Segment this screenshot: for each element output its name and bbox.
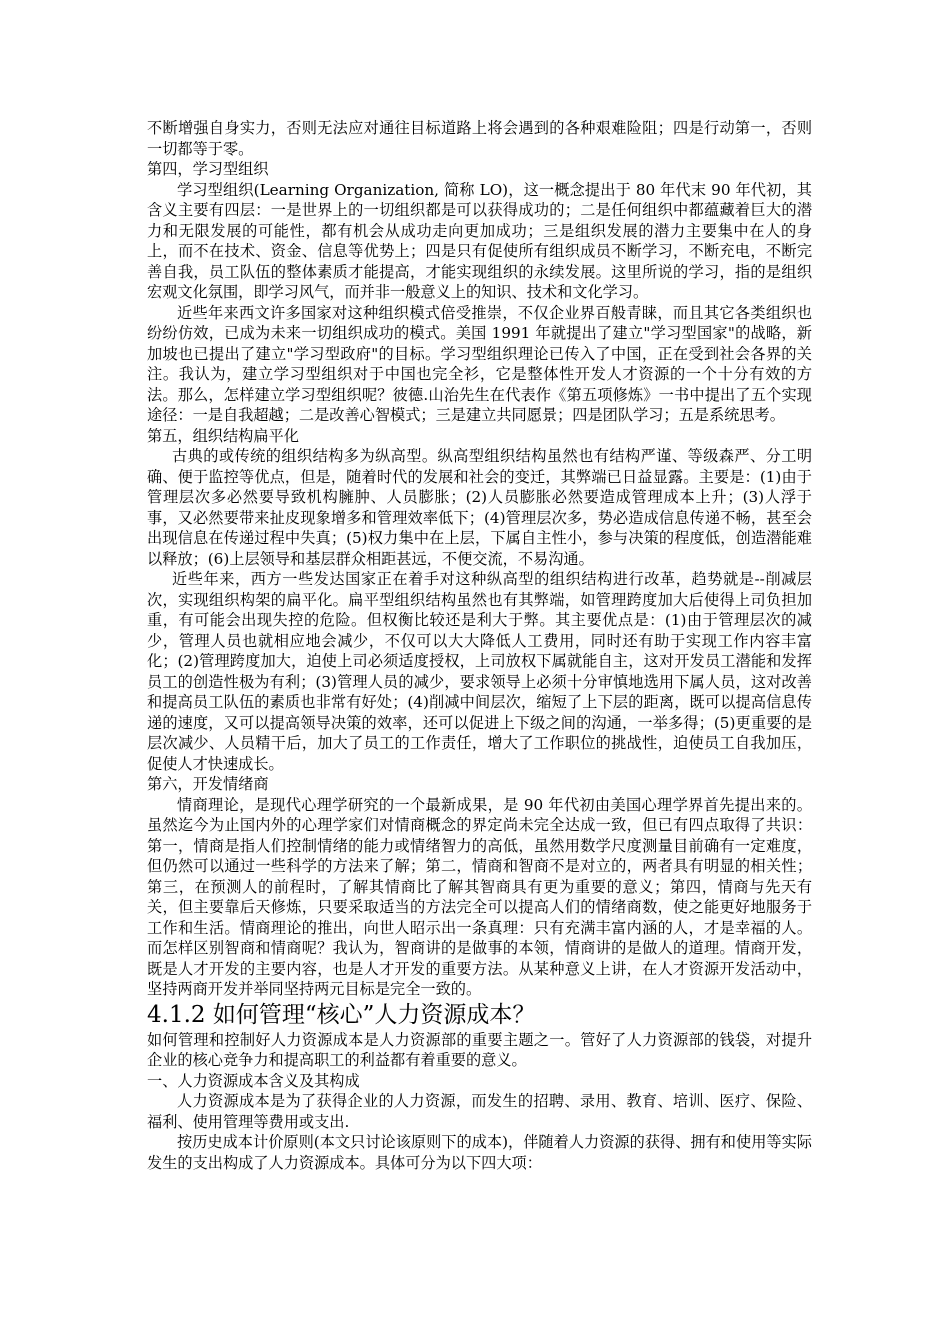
paragraph-historical-cost: 按历史成本计价原则(本文只讨论该原则下的成本)，伴随着人力资源的获得、拥有和使用等实际发生的支出构成了人力资源成本。具体可分为以下四大项： [147,1133,812,1172]
paragraph-emotional-quotient: 情商理论，是现代心理学研究的一个最新成果，是 90 年代初由美国心理学界首先提出来的。虽然迄今为止国内外的心理学家们对情商概念的界定尚未完全达成一致，但已有四点取得了共识：第一，情商是指人们控制情绪的能力或情绪智力的高低，虽然用数学尺度测量目前确有一定难度，但仍然可以通过一些科学的方法来了解；第二，情商和智商不是对立的，两者具有明显的相关性；第三，在预测人的前程时，了解其情商比了解其智商具有更为重要的意义；第四，情商与先天有关，但主要靠后天修炼，只要采取适当的方法完全可以提高人们的情绪商数，使之能更好地服务于工作和生活。情商理论的推出，向世人昭示出一条真理：只有充满丰富内涵的人，才是幸福的人。而怎样区别智商和情商呢？我认为，智商讲的是做事的本领，情商讲的是做人的道理。情商开发，既是人才开发的主要内容，也是人才开发的重要方法。从某种意义上讲，在人才资源开发活动中，坚持两商开发并举同坚持两元目标是完全一致的。 [147,795,812,998]
paragraph-flattening-reform: 近些年来，西方一些发达国家正在着手对这种纵高型的组织结构进行改革，趋势就是--削减层次，实现组织构架的扁平化。扁平型组织结构虽然也有其弊端，如管理跨度加大后使得上司负担加重，有可能会出现失控的危险。但权衡比较还是利大于弊。其主要优点是：(1)由于管理层次的减少，管理人员也就相应地会减少，不仅可以大大降低人工费用，同时还有助于实现工作内容丰富化；(2)管理跨度加大，迫使上司必须适度授权，上司放权下属就能自主，这对开发员工潜能和发挥员工的创造性极为有利；(3)管理人员的减少，要求领导上必须十分审慎地选用下属人员，这对改善和提高员工队伍的素质也非常有好处；(4)削减中间层次，缩短了上下层的距离，既可以提高信息传递的速度，又可以提高领导决策的效率，还可以促进上下级之间的沟通，一举多得；(5)更重要的是层次减少、人员精干后，加大了员工的工作责任，增大了工作职位的挑战性，迫使员工自我加压，促使人才快速成长。 [147,570,812,773]
paragraph-learning-organization: 学习型组织(Learning Organization, 简称 LO)，这一概念提出于 80 年代末 90 年代初，其含义主要有四层：一是世界上的一切组织都是可以获得成功的；二是任何组织中都蕴藏着巨大的潜力和无限发展的可能性，都有机会从成功走向更加成功；三是组织发展的潜力主要集中在人的身上，而不在技术、资金、信息等优势上；四是只有促使所有组织成员不断学习，不断充电，不断完善自我，员工队伍的整体素质才能提高，才能实现组织的永续发展。这里所说的学习，指的是组织宏观文化氛围，即学习风气，而并非一般意义上的知识、技术和文化学习。 [147,180,812,301]
section-heading-emotional-quotient: 第六，开发情绪商 [147,775,269,793]
chapter-heading-hr-cost: 4.1.2 如何管理“核心”人力资源成本？ [147,1001,536,1028]
subheading-cost-definition: 一、人力资源成本含义及其构成 [147,1071,360,1090]
paragraph-cost-definition: 人力资源成本是为了获得企业的人力资源，而发生的招聘、录用、教育、培训、医疗、保险、福利、使用管理等费用或支出. [147,1092,812,1131]
paragraph-continuation: 不断增强自身实力，否则无法应对通往目标道路上将会遇到的各种艰难险阻；四是行动第一，否则一切都等于零。 [147,119,812,158]
paragraph-traditional-structure: 古典的或传统的组织结构多为纵高型。纵高型组织结构虽然也有结构严谨、等级森严、分工明确、便于监控等优点，但是，随着时代的发展和社会的变迁，其弊端已日益显露。主要是：(1)由于管理层次多必然要导致机构臃肿、人员膨胀；(2)人员膨胀必然要造成管理成本上升；(3)人浮于事，又必然要带来扯皮现象增多和管理效率低下；(4)管理层次多，势必造成信息传递不畅，甚至会出现信息在传递过程中失真；(5)权力集中在上层，下属自主性小，参与决策的程度低，创造潜能难以释放；(6)上层领导和基层群众相距甚远，不便交流，不易沟通。 [147,447,812,568]
document-page [147,118,812,1173]
section-heading-learning-organization: 第四，学习型组织 [147,160,269,178]
paragraph-hr-cost-intro: 如何管理和控制好人力资源成本是人力资源部的重要主题之一。管好了人力资源部的钱袋，对提升企业的核心竞争力和提高职工的利益都有着重要的意义。 [147,1030,812,1069]
section-heading-flat-structure: 第五，组织结构扁平化 [147,426,299,445]
paragraph-western-adoption: 近些年来西文许多国家对这种组织模式倍受推崇，不仅企业界百般青睐，而且其它各类组织也纷纷仿效，已成为未来一切组织成功的模式。美国 1991 年就提出了建立"学习型国家"的战略，新加坡也已提出了建立"学习型政府"的目标。学习型组织理论已传入了中国，正在受到社会各界的关注。我认为，建立学习型组织对于中国也完全衫，它是整体性开发人才资源的一个十分有效的方法。那么，怎样建立学习型组织呢？彼德.山治先生在代表作《第五项修炼》一书中提出了五个实现途径：一是自我超越；二是改善心智模式；三是建立共同愿景；四是团队学习；五是系统思考。 [147,303,812,424]
